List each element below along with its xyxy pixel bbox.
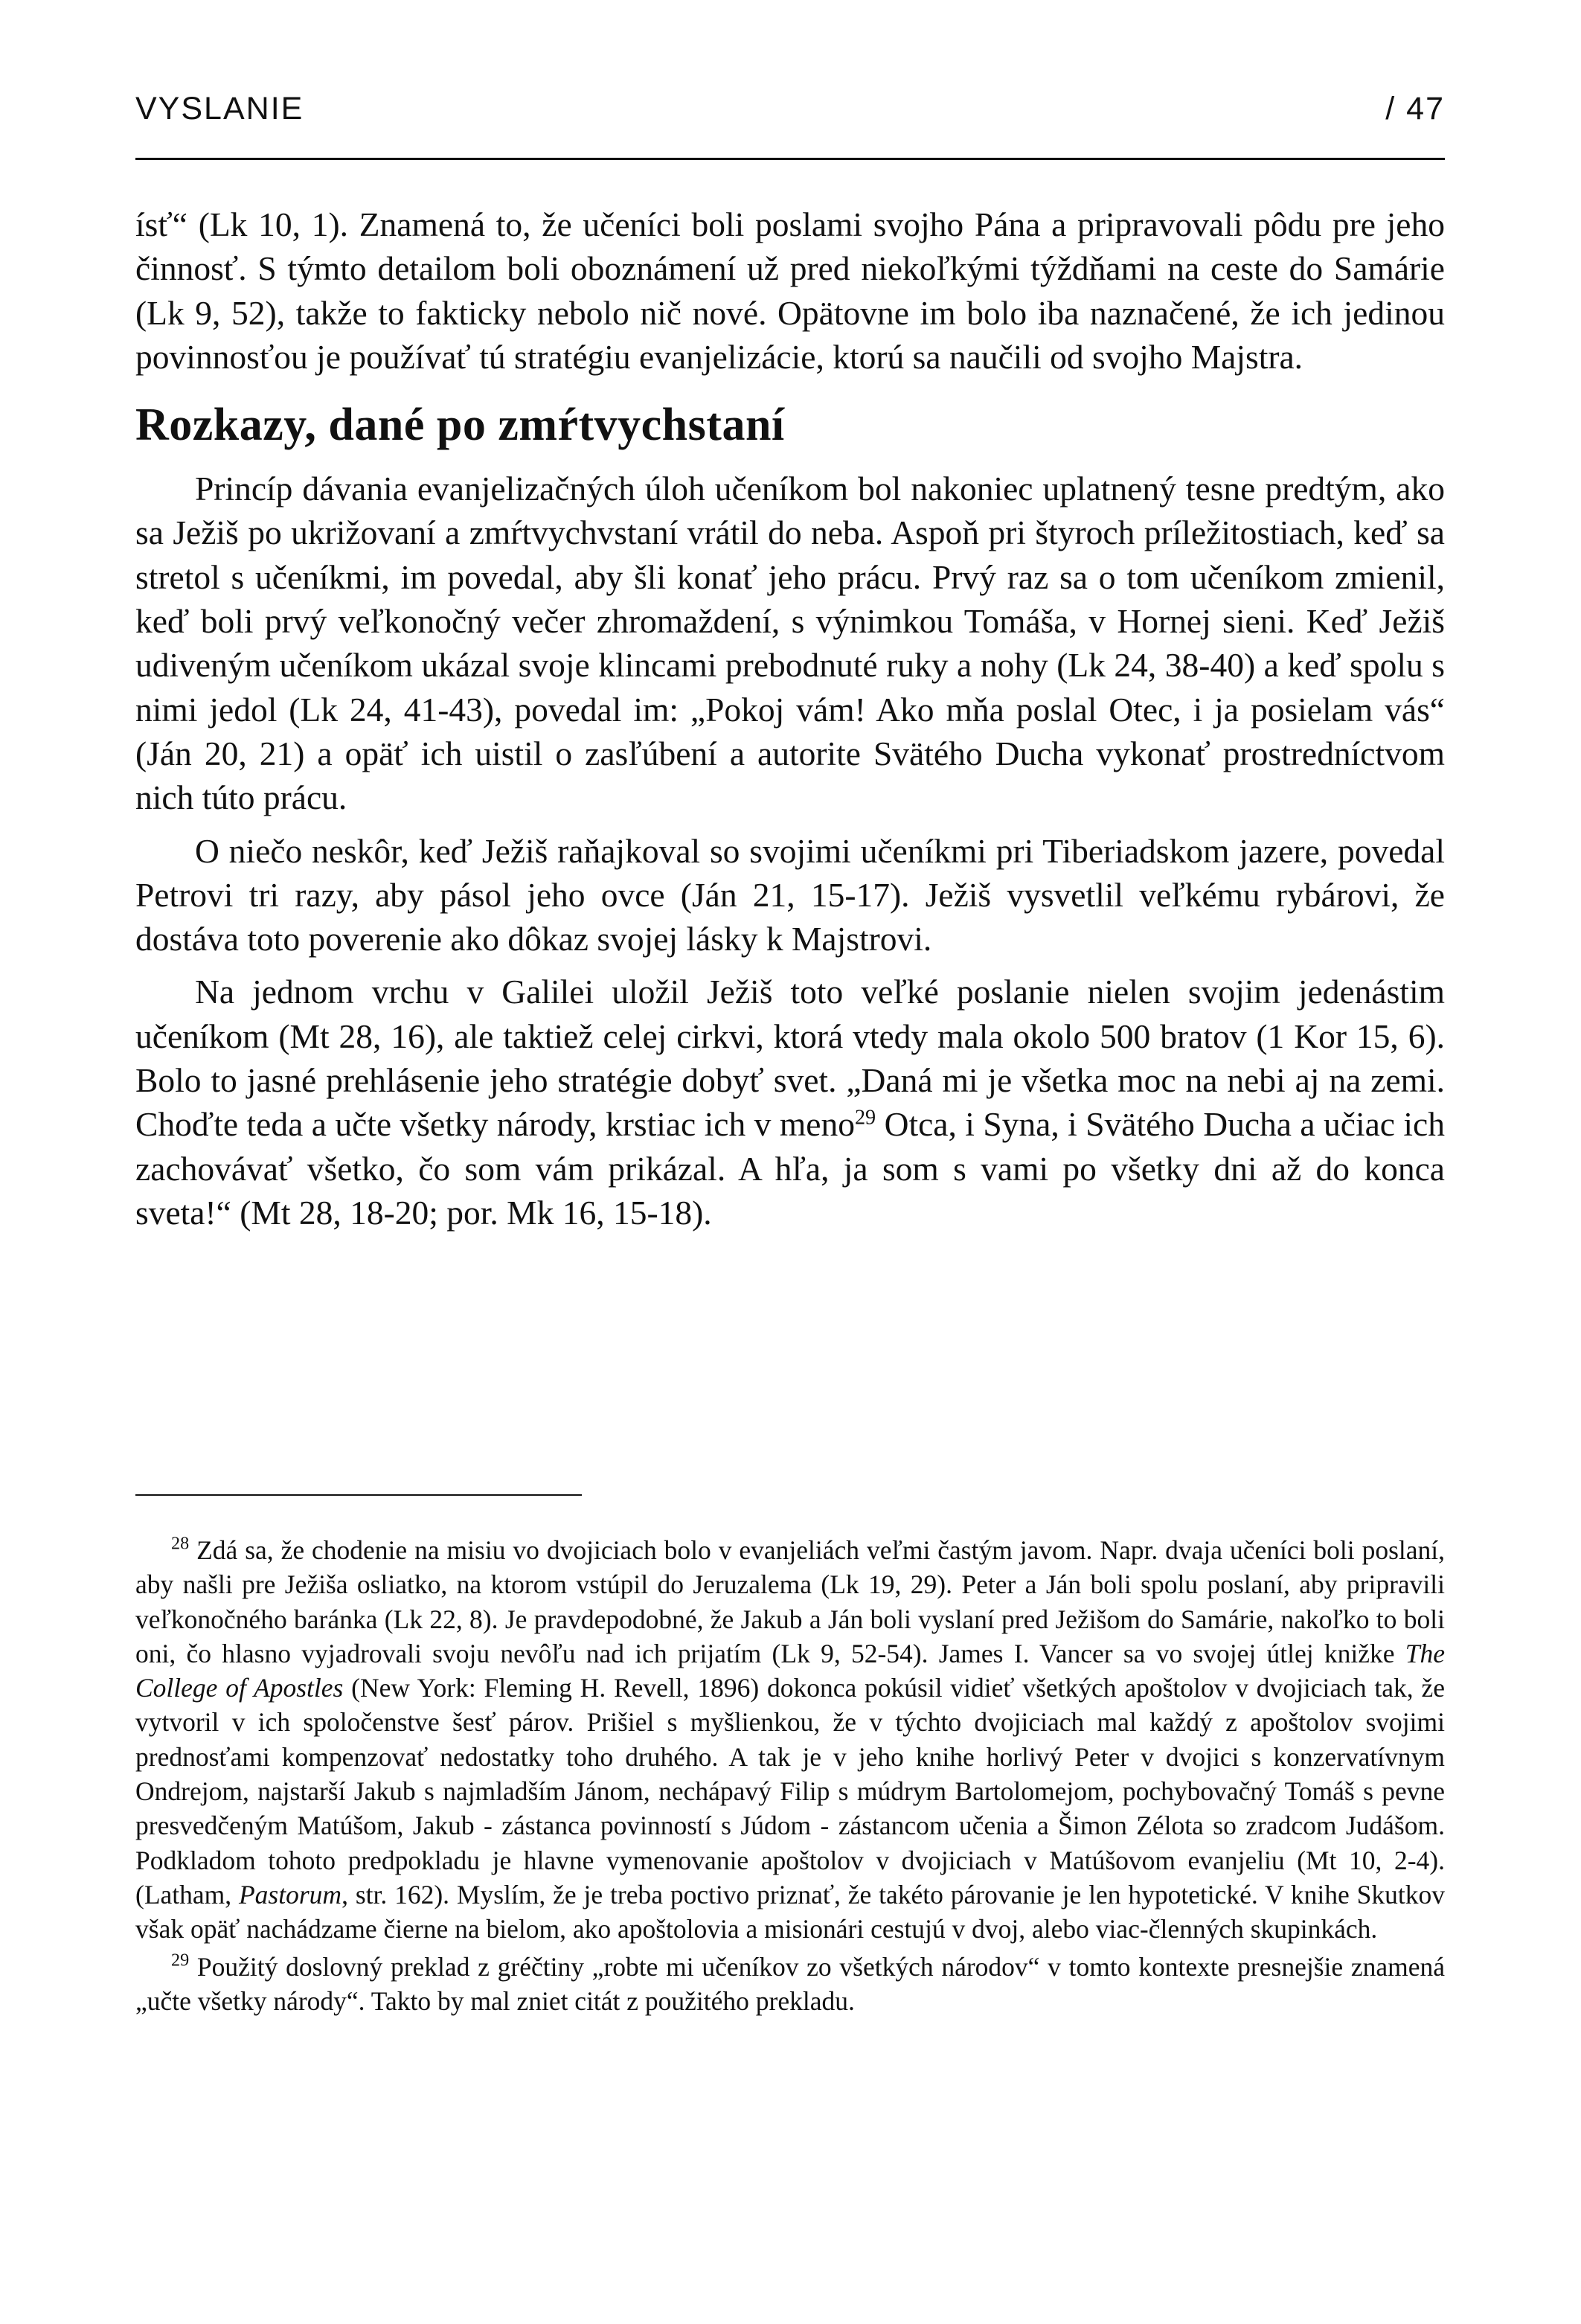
footnotes bbox=[135, 1533, 1445, 2018]
paragraph-text: Na jednom vrchu v Galilei uložil Ježiš toto veľké poslanie nielen svojim jedenástim učeníkom (Mt 28, 16), ale taktiež celej cirkvi, ktorá vtedy mala okolo 500 bratov (1 Kor 15, 6). Bolo to jasné prehlásenie jeho stratégie dobyť svet. „Daná mi je všetka moc na nebi aj na zemi. Choďte teda a učte všetky národy, krstiac ich v meno bbox=[135, 973, 1445, 1144]
paragraph bbox=[135, 970, 1445, 1235]
footnote-29 bbox=[135, 1950, 1445, 2019]
footnote-text: Zdá sa, že chodenie na misiu vo dvojiciach bolo v evanjeliách veľmi častým javom. Napr. dvaja učeníci boli poslaní, aby našli pre Ježiša osliatko, na ktorom vstúpil do Jeruzalema (Lk 19, 29). Peter a Ján boli spolu poslaní, aby pripravili veľkonočného baránka (Lk 22, 8). Je pravdepodobné, že Jakub a Ján boli vyslaní pred Ježišom do Samárie, nakoľko to boli oni, čo hlasno vyjadrovali svoju nevôľu nad ich prijatím (Lk 9, 52-54). James I. Vancer sa vo svojej útlej knižke bbox=[135, 1535, 1445, 1668]
footnote-text: , str. 162). Myslím, že je treba poctivo priznať, že takéto párovanie je len hypotetické. V knihe Skutkov však opäť nachádzame čierne na bielom, ako apoštolovia a misionári cestujú v dvoj, alebo viac-členných skupinkách. bbox=[135, 1879, 1445, 1944]
chapter-title: VYSLANIE bbox=[135, 91, 304, 127]
book-title: The College of Apostles bbox=[135, 1638, 1445, 1703]
paragraph-continued: ísť“ (Lk 10, 1). Znamená to, že učeníci boli poslami svojho Pána a pripravovali pôdu pre jeho činnosť. S týmto detailom boli oboznámení už pred niekoľkými týždňami na ceste do Samárie (Lk 9, 52), takže to fakticky nebolo nič nové. Opätovne im bolo iba naznačené, že ich jedinou povinnosťou je používať tú stratégiu evanjelizácie, ktorú sa naučili od svojho Majstra. bbox=[135, 205, 1445, 376]
header-rule bbox=[135, 158, 1445, 160]
book-title: Pastorum bbox=[239, 1879, 342, 1910]
footnote-rule bbox=[135, 1494, 582, 1496]
section-heading: Rozkazy, dané po zmŕtvychstaní bbox=[135, 400, 785, 451]
footnote-mark: 28 bbox=[171, 1533, 190, 1554]
footnote-text: Použitý doslovný preklad z gréčtiny „robte mi učeníkov zo všetkých národov“ v tomto kontexte presnejšie znamená „učte všetky národy“. Takto by mal zniet citát z použitého prekladu. bbox=[135, 1951, 1445, 2016]
main-text bbox=[135, 202, 1445, 1235]
page-number: / 47 bbox=[1385, 91, 1445, 127]
running-header bbox=[135, 91, 1445, 135]
paragraph: Princíp dávania evanjelizačných úloh učeníkom bol nakoniec uplatnený tesne predtým, ako sa Ježiš po ukrižovaní a zmŕtvychvstaní vrátil do neba. Aspoň pri štyroch príležitostiach, keď sa stretol s učeníkmi, im povedal, aby šli konať jeho prácu. Prvý raz sa o tom učeníkom zmienil, keď boli prvý veľkonočný večer zhromaždení, s výnimkou Tomáša, v Hornej sieni. Keď Ježiš udiveným učeníkom ukázal svoje klincami prebodnuté ruky a nohy (Lk 24, 38-40) a keď spolu s nimi jedol (Lk 24, 41-43), povedal im: „Pokoj vám! Ako mňa poslal Otec, i ja posielam vás“ (Ján 20, 21) a opäť ich uistil o zasľúbení a autorite Svätého Ducha vykonať prostredníctvom nich túto prácu. bbox=[135, 470, 1445, 817]
paragraph-text: Otca, i Syna, i Svätého Ducha a učiac ich zachovávať všetko, čo som vám prikázal. A hľa, ja som s vami po všetky dni až do konca sveta!“ (Mt 28, 18-20; por. Mk 16, 15-18). bbox=[135, 1105, 1445, 1232]
footnote-reference: 29 bbox=[854, 1106, 876, 1130]
paragraph: O niečo neskôr, keď Ježiš raňajkoval so svojimi učeníkmi pri Tiberiadskom jazere, povedal Petrovi tri razy, aby pásol jeho ovce (Ján 21, 15-17). Ježiš vysvetlil veľkému rybárovi, že dostáva toto poverenie ako dôkaz svojej lásky k Majstrovi. bbox=[135, 831, 1445, 958]
footnote-mark: 29 bbox=[171, 1950, 190, 1971]
footnote-text: (New York: Fleming H. Revell, 1896) dokonca pokúsil vidieť všetkých apoštolov v dvojiciach tak, že vytvoril v ich spoločenstve šesť párov. Prišiel s myšlienkou, že v týchto dvojiciach mal každý z apoštolov svojimi prednosťami kompenzovať nedostatky toho druhého. A tak je v jeho knihe horlivý Peter v dvojici s konzervatívnym Ondrejom, najstarší Jakub s najmladším Jánom, nechápavý Filip s múdrym Bartolomejom, pochybovačný Tomáš s pevne presvedčeným Matúšom, Jakub - zástanca povinností s Júdom - zástancom učenia a Šimon Zélota so zradcom Judášom. Podkladom tohoto predpokladu je hlavne vymenovanie apoštolov v dvojiciach v Matúšovom evanjeliu (Mt 10, 2-4). (Latham, bbox=[135, 1673, 1445, 1910]
footnote-28 bbox=[135, 1533, 1445, 1947]
